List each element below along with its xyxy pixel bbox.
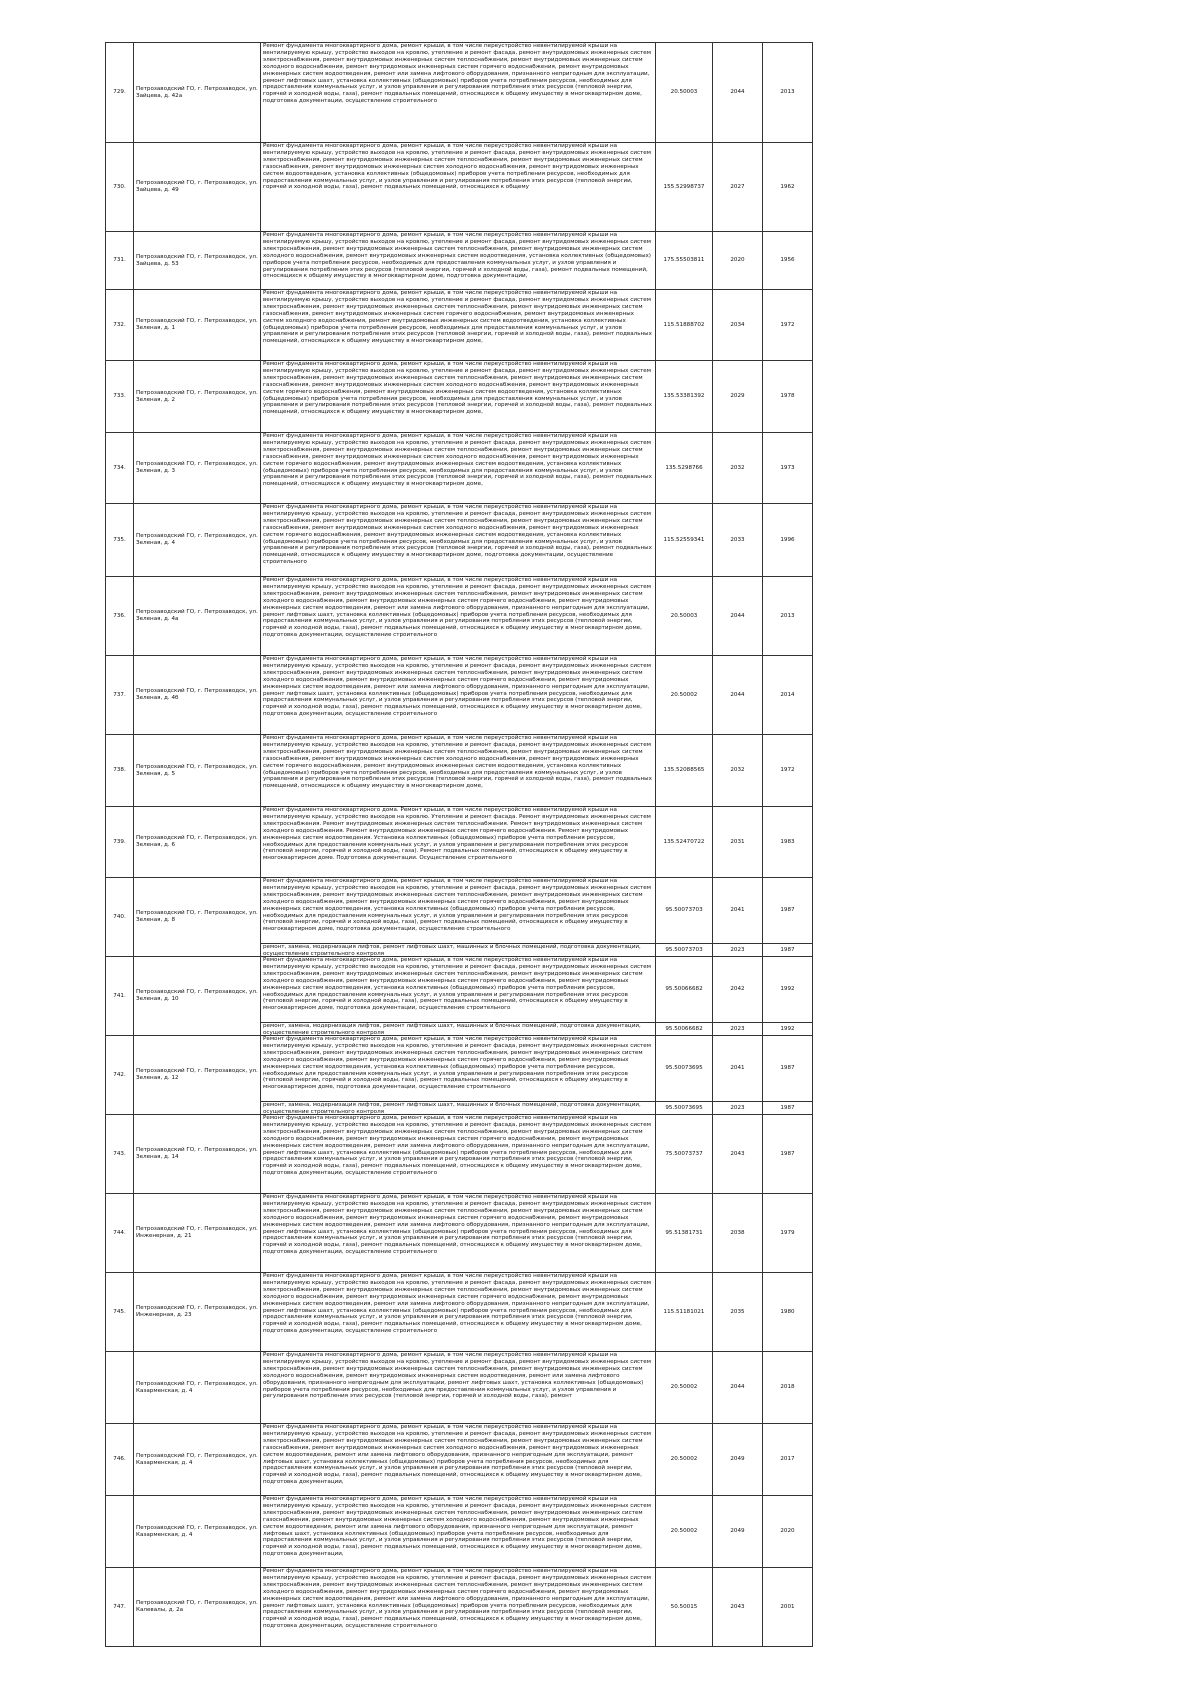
build-year-cell: 1956 — [763, 232, 813, 290]
cost-cell: 115.51888702 — [656, 290, 713, 361]
build-year-cell: 2020 — [763, 1496, 813, 1568]
address-cell: Петрозаводский ГО, г. Петрозаводск, ул. Зеленая, д. 2 — [134, 361, 261, 433]
plan-year-cell: 2032 — [713, 735, 763, 807]
work-description-cell — [261, 807, 656, 878]
table-row — [106, 1115, 813, 1194]
cost-cell: 20.50002 — [656, 1352, 713, 1424]
address-cell: Петрозаводский ГО, г. Петрозаводск, ул. Казарменская, д. 4 — [134, 1352, 261, 1424]
build-year-cell: 1972 — [763, 735, 813, 807]
table-row — [106, 957, 813, 1023]
row-number: 729. — [106, 43, 134, 143]
address-cell: Петрозаводский ГО, г. Петрозаводск, ул. Зеленая, д. 4а — [134, 577, 261, 656]
work-description-cell — [261, 290, 656, 361]
build-year-cell: 2001 — [763, 1568, 813, 1647]
cost-cell: 20.50003 — [656, 577, 713, 656]
work-description-text: ремонт, замена, модернизация лифтов, ремонт лифтовых шахт, машинных и блочных помещений, подготовка документации, осуществление строительного контроля — [263, 1102, 641, 1114]
work-description-text: Ремонт фундамента многоквартирного дома, ремонт крыши, в том числе переустройство невентилируемой крыши на вентилируемую крышу, устройство выходов на кровлю, утепление и ремонт фасада, ремонт внутридомовых инженерных систем электроснабжения, ремонт внутридомовых инженерных систем теплоснабжения, ремонт внутридомовых инженерных систем газоснабжения, ремонт внутридомовых инженерных систем холодного водоснабжения, ремонт внутридомовых инженерных систем горячего водоснабжения, ремонт внутридомовых инженерных систем водоотведения, установка коллективных (общедомовых) приборов учета потребления ресурсов, необходимых для предоставления коммунальных услуг, и узлов управления и регулирования потребления этих ресурсов (тепловой энергии, горячей и холодной воды, газа), ремонт подвальных помещений, относящихся к общему имуществу в многоквартирном доме, подготовка документации, осуществление строительного — [263, 504, 652, 566]
work-description-text: ремонт, замена, модернизация лифтов, ремонт лифтовых шахт, машинных и блочных помещений, подготовка документации, осуществление строительного контроля — [263, 1023, 641, 1035]
row-number: 742. — [106, 1036, 134, 1115]
table-row — [106, 143, 813, 232]
work-description-cell — [261, 43, 656, 143]
plan-year-cell: 2023 — [713, 944, 763, 957]
cost-cell: 95.50073695 — [656, 1036, 713, 1102]
row-number: 745. — [106, 1273, 134, 1352]
plan-year-cell: 2034 — [713, 290, 763, 361]
row-number: 738. — [106, 735, 134, 807]
row-number: 739. — [106, 807, 134, 878]
build-year-cell: 2013 — [763, 43, 813, 143]
cost-cell: 155.52998737 — [656, 143, 713, 232]
work-description-cell — [261, 656, 656, 735]
table-body — [106, 43, 813, 1647]
plan-year-cell: 2027 — [713, 143, 763, 232]
plan-year-cell: 2043 — [713, 1568, 763, 1647]
cost-cell: 50.50015 — [656, 1568, 713, 1647]
work-description-cell — [261, 1424, 656, 1496]
table-row — [106, 807, 813, 878]
table-row — [106, 577, 813, 656]
address-cell: Петрозаводский ГО, г. Петрозаводск, ул. Зеленая, д. 3 — [134, 433, 261, 504]
build-year-cell: 1979 — [763, 1194, 813, 1273]
address-cell: Петрозаводский ГО, г. Петрозаводск, ул. Зайцева, д. 49 — [134, 143, 261, 232]
work-description-cell — [261, 232, 656, 290]
cost-cell: 115.51181021 — [656, 1273, 713, 1352]
address-cell: Петрозаводский ГО, г. Петрозаводск, ул. Зеленая, д. 5 — [134, 735, 261, 807]
work-description-cell — [261, 1194, 656, 1273]
cost-cell: 20.50002 — [656, 656, 713, 735]
row-number: 731. — [106, 232, 134, 290]
build-year-cell: 1962 — [763, 143, 813, 232]
address-cell: Петрозаводский ГО, г. Петрозаводск, ул. Зеленая, д. 10 — [134, 957, 261, 1036]
work-description-cell — [261, 878, 656, 944]
plan-year-cell: 2029 — [713, 361, 763, 433]
table-row — [106, 735, 813, 807]
work-description-cell — [261, 957, 656, 1023]
build-year-cell: 1992 — [763, 1023, 813, 1036]
table-row — [106, 361, 813, 433]
plan-year-cell: 2049 — [713, 1424, 763, 1496]
housing-repair-table — [105, 42, 813, 1647]
table-row — [106, 878, 813, 944]
work-description-cell — [261, 1023, 656, 1036]
plan-year-cell: 2020 — [713, 232, 763, 290]
plan-year-cell: 2044 — [713, 577, 763, 656]
build-year-cell: 1987 — [763, 944, 813, 957]
plan-year-cell: 2035 — [713, 1273, 763, 1352]
build-year-cell: 1983 — [763, 807, 813, 878]
cost-cell: 175.55503811 — [656, 232, 713, 290]
cost-cell: 20.50002 — [656, 1424, 713, 1496]
plan-year-cell: 2038 — [713, 1194, 763, 1273]
work-description-text: Ремонт фундамента многоквартирного дома, ремонт крыши, в том числе переустройство невентилируемой крыши на вентилируемую крышу, устройство выходов на кровлю, утепление и ремонт фасада, ремонт внутридомовых инженерных систем электроснабжения, ремонт внутридомовых инженерных систем теплоснабжения, ремонт внутридомовых инженерных систем холодного водоснабжения, ремонт внутридомовых инженерных систем водоотведения, ремонт или замена лифтового оборудования, признанного непригодным для эксплуатации, ремонт лифтовых шахт, установка коллективных (общедомовых) приборов учета потребления ресурсов, необходимых для предоставления коммунальных услуг, и узлов управления и регулирования потребления этих ресурсов (тепловой энергии, горячей и холодной воды, газа), ремонт — [263, 1352, 651, 1400]
table-row — [106, 1273, 813, 1352]
cost-cell: 95.51381731 — [656, 1194, 713, 1273]
row-number: 735. — [106, 504, 134, 577]
cost-cell: 135.53381392 — [656, 361, 713, 433]
table-row — [106, 232, 813, 290]
table-row — [106, 1496, 813, 1568]
work-description-text: Ремонт фундамента многоквартирного дома, ремонт крыши, в том числе переустройство невентилируемой крыши на вентилируемую крышу, устройство выходов на кровлю, утепление и ремонт фасада, ремонт внутридомовых инженерных систем электроснабжения, ремонт внутридомовых инженерных систем теплоснабжения, ремонт внутридомовых инженерных систем холодного водоснабжения, ремонт внутридомовых инженерных систем горячего водоснабжения, ремонт внутридомовых инженерных систем водоотведения, ремонт или замена лифтового оборудования, признанного непригодным для эксплуатации, ремонт лифтовых шахт, установка коллективных (общедомовых) приборов учета потребления ресурсов, необходимых для предоставления коммунальных услуг, и узлов управления и регулирования потребления этих ресурсов (тепловой энергии, горячей и холодной воды, газа), ремонт подвальных помещений, относящихся к общему имуществу в многоквартирном доме, подготовка документации, осуществление строительного — [263, 1115, 651, 1177]
table-row — [106, 1424, 813, 1496]
work-description-text: Ремонт фундамента многоквартирного дома, ремонт крыши, в том числе переустройство невентилируемой крыши на вентилируемую крышу, устройство выходов на кровлю, утепление и ремонт фасада, ремонт внутридомовых инженерных систем электроснабжения, ремонт внутридомовых инженерных систем теплоснабжения, ремонт внутридомовых инженерных систем холодного водоснабжения, ремонт внутридомовых инженерных систем горячего водоснабжения, ремонт внутридомовых инженерных систем водоотведения, ремонт или замена лифтового оборудования, признанного непригодным для эксплуатации, ремонт лифтовых шахт, установка коллективных (общедомовых) приборов учета потребления ресурсов, необходимых для предоставления коммунальных услуг, и узлов управления и регулирования потребления этих ресурсов (тепловой энергии, горячей и холодной воды, газа), ремонт подвальных помещений, относящихся к общему имуществу в многоквартирном доме, подготовка документации, осуществление строительного — [263, 43, 651, 105]
work-description-text: Ремонт фундамента многоквартирного дома, ремонт крыши, в том числе переустройство невентилируемой крыши на вентилируемую крышу, устройство выходов на кровлю, утепление и ремонт фасада, ремонт внутридомовых инженерных систем электроснабжения, ремонт внутридомовых инженерных систем теплоснабжения, ремонт внутридомовых инженерных систем газоснабжения, ремонт внутридомовых инженерных систем холодного водоснабжения, ремонт внутридомовых инженерных систем водоотведения, ремонт или замена лифтового оборудования, признанного непригодным для эксплуатации, ремонт лифтовых шахт, установка коллективных (общедомовых) приборов учета потребления ресурсов, необходимых для предоставления коммунальных услуг, и узлов управления и регулирования потребления этих ресурсов (тепловой энергии, горячей и холодной воды, газа), ремонт подвальных помещений, относящихся к общему имуществу в многоквартирном доме, подготовка документации, — [263, 1424, 651, 1486]
work-description-cell — [261, 1352, 656, 1424]
row-number: 734. — [106, 433, 134, 504]
plan-year-cell: 2042 — [713, 957, 763, 1023]
work-description-cell — [261, 1102, 656, 1115]
row-number: 736. — [106, 577, 134, 656]
address-cell: Петрозаводский ГО, г. Петрозаводск, ул. Зеленая, д. 1 — [134, 290, 261, 361]
address-cell: Петрозаводский ГО, г. Петрозаводск, ул. Зеленая, д. 6 — [134, 807, 261, 878]
work-description-text: Ремонт фундамента многоквартирного дома, ремонт крыши, в том числе переустройство невентилируемой крыши на вентилируемую крышу, устройство выходов на кровлю, утепление и ремонт фасада, ремонт внутридомовых инженерных систем электроснабжения, ремонт внутридомовых инженерных систем теплоснабжения, ремонт внутридомовых инженерных систем газоснабжения, ремонт внутридомовых инженерных систем холодного водоснабжения, ремонт внутридомовых инженерных систем горячего водоснабжения, ремонт внутридомовых инженерных систем водоотведения, установка коллективных (общедомовых) приборов учета потребления ресурсов, необходимых для предоставления коммунальных услуг, и узлов управления и регулирования потребления этих ресурсов (тепловой энергии, горячей и холодной воды, газа), ремонт подвальных помещений, относящихся к общему имуществу в многоквартирном доме, — [263, 433, 652, 488]
cost-cell: 95.50073703 — [656, 944, 713, 957]
address-cell: Петрозаводский ГО, г. Петрозаводск, ул. Калевалы, д. 2а — [134, 1568, 261, 1647]
plan-year-cell: 2041 — [713, 1036, 763, 1102]
build-year-cell: 1987 — [763, 1102, 813, 1115]
build-year-cell: 2013 — [763, 577, 813, 656]
work-description-cell — [261, 361, 656, 433]
work-description-text: ремонт, замена, модернизация лифтов, ремонт лифтовых шахт, машинных и блочных помещений, подготовка документации, осуществление строительного контроля — [263, 944, 641, 956]
cost-cell: 95.50073703 — [656, 878, 713, 944]
cost-cell: 95.50066682 — [656, 1023, 713, 1036]
work-description-cell — [261, 577, 656, 656]
table-row — [106, 1194, 813, 1273]
table-row — [106, 1352, 813, 1424]
address-cell: Петрозаводский ГО, г. Петрозаводск, ул. Зайцева, д. 53 — [134, 232, 261, 290]
row-number: 730. — [106, 143, 134, 232]
work-description-text: Ремонт фундамента многоквартирного дома, ремонт крыши, в том числе переустройство невентилируемой крыши на вентилируемую крышу, устройство выходов на кровлю, утепление и ремонт фасада, ремонт внутридомовых инженерных систем электроснабжения, ремонт внутридомовых инженерных систем теплоснабжения, ремонт внутридомовых инженерных систем газоснабжения, ремонт внутридомовых инженерных систем горячего водоснабжения, ремонт внутридомовых инженерных систем холодного водоснабжения, ремонт внутридомовых инженерных систем водоотведения, установка коллективных (общедомовых) приборов учета потребления ресурсов, необходимых для предоставления коммунальных услуг, и узлов управления и регулирования потребления этих ресурсов (тепловой энергии, горячей и холодной воды, газа), ремонт подвальных помещений, относящихся к общему имуществу в многоквартирном доме, — [263, 290, 652, 345]
work-description-text: Ремонт фундамента многоквартирного дома, ремонт крыши, в том числе переустройство невентилируемой крыши на вентилируемую крышу, устройство выходов на кровлю, утепление и ремонт фасада, ремонт внутридомовых инженерных систем электроснабжения, ремонт внутридомовых инженерных систем теплоснабжения, ремонт внутридомовых инженерных систем холодного водоснабжения, ремонт внутридомовых инженерных систем горячего водоснабжения, ремонт внутридомовых инженерных систем водоотведения, установка коллективных (общедомовых) приборов учета потребления ресурсов, необходимых для предоставления коммунальных услуг, и узлов управления и регулирования потребления этих ресурсов (тепловой энергии, горячей и холодной воды, газа), ремонт подвальных помещений, относящихся к общему имуществу в многоквартирном доме, подготовка документации, осуществление строительного — [263, 957, 651, 1012]
plan-year-cell: 2043 — [713, 1115, 763, 1194]
plan-year-cell: 2044 — [713, 43, 763, 143]
address-cell: Петрозаводский ГО, г. Петрозаводск, ул. Зеленая, д. 14 — [134, 1115, 261, 1194]
table-row — [106, 433, 813, 504]
work-description-text: Ремонт фундамента многоквартирного дома, ремонт крыши, в том числе переустройство невентилируемой крыши на вентилируемую крышу, устройство выходов на кровлю, утепление и ремонт фасада, ремонт внутридомовых инженерных систем электроснабжения, ремонт внутридомовых инженерных систем теплоснабжения, ремонт внутридомовых инженерных систем холодного водоснабжения, ремонт внутридомовых инженерных систем водоотведения, установка коллективных (общедомовых) приборов учета потребления ресурсов, необходимых для предоставления коммунальных услуг, и узлов управления и регулирования потребления этих ресурсов (тепловой энергии, горячей и холодной воды, газа), ремонт подвальных помещений, относящихся к общему имуществу в многоквартирном доме, подготовка документации, — [263, 232, 651, 280]
cost-cell: 95.50066682 — [656, 957, 713, 1023]
row-number — [106, 1496, 134, 1568]
address-cell: Петрозаводский ГО, г. Петрозаводск, ул. Казарменская, д. 4 — [134, 1496, 261, 1568]
work-description-cell — [261, 1273, 656, 1352]
work-description-text: Ремонт фундамента многоквартирного дома. Ремонт крыши, в том числе переустройство невентилируемой крыши на вентилируемую крышу, устройство выходов на кровлю. Утепление и ремонт фасада. Ремонт внутридомовых инженерных систем электроснабжения. Ремонт внутридомовых инженерных систем теплоснабжения. Ремонт внутридомовых инженерных систем холодного водоснабжения. Ремонт внутридомовых инженерных систем горячего водоснабжения. Ремонт внутридомовых инженерных систем водоотведения. Установка коллективных (общедомовых) приборов учета потребления ресурсов, необходимых для предоставления коммунальных услуг, и узлов управления и регулирования потребления этих ресурсов (тепловой энергии, горячей и холодной воды, газа). Ремонт подвальных помещений, относящихся к общему имуществу в многоквартирном доме. Подготовка документации. Осуществление строительного — [263, 807, 651, 862]
work-description-text: Ремонт фундамента многоквартирного дома, ремонт крыши, в том числе переустройство невентилируемой крыши на вентилируемую крышу, устройство выходов на кровлю, утепление и ремонт фасада, ремонт внутридомовых инженерных систем электроснабжения, ремонт внутридомовых инженерных систем теплоснабжения, ремонт внутридомовых инженерных систем газоснабжения, ремонт внутридомовых инженерных систем холодного водоснабжения, ремонт внутридомовых инженерных систем водоотведения, установка коллективных (общедомовых) приборов учета потребления ресурсов, необходимых для предоставления коммунальных услуг, и узлов управления и регулирования потребления этих ресурсов (тепловой энергии, горячей и холодной воды, газа), ремонт подвальных помещений, относящихся к общему — [263, 143, 651, 191]
address-cell: Петрозаводский ГО, г. Петрозаводск, ул. Зеленая, д. 8 — [134, 878, 261, 957]
cost-cell: 135.5298766 — [656, 433, 713, 504]
row-number: 737. — [106, 656, 134, 735]
build-year-cell: 1987 — [763, 878, 813, 944]
work-description-cell — [261, 1036, 656, 1102]
work-description-text: Ремонт фундамента многоквартирного дома, ремонт крыши, в том числе переустройство невентилируемой крыши на вентилируемую крышу, устройство выходов на кровлю, утепление и ремонт фасада, ремонт внутридомовых инженерных систем электроснабжения, ремонт внутридомовых инженерных систем теплоснабжения, ремонт внутридомовых инженерных систем холодного водоснабжения, ремонт внутридомовых инженерных систем горячего водоснабжения, ремонт внутридомовых инженерных систем водоотведения, ремонт или замена лифтового оборудования, признанного непригодным для эксплуатации, ремонт лифтовых шахт, установка коллективных (общедомовых) приборов учета потребления ресурсов, необходимых для предоставления коммунальных услуг, и узлов управления и регулирования потребления этих ресурсов (тепловой энергии, горячей и холодной воды, газа), ремонт подвальных помещений, относящихся к общему имуществу в многоквартирном доме, подготовка документации, осуществление строительного — [263, 577, 651, 639]
address-cell: Петрозаводский ГО, г. Петрозаводск, ул. Зеленая, д. 4 — [134, 504, 261, 577]
cost-cell: 135.52470722 — [656, 807, 713, 878]
cost-cell: 20.50003 — [656, 43, 713, 143]
table-row — [106, 43, 813, 143]
plan-year-cell: 2033 — [713, 504, 763, 577]
row-number: 733. — [106, 361, 134, 433]
build-year-cell: 2017 — [763, 1424, 813, 1496]
cost-cell: 75.50073737 — [656, 1115, 713, 1194]
build-year-cell: 1996 — [763, 504, 813, 577]
work-description-cell — [261, 504, 656, 577]
row-number: 741. — [106, 957, 134, 1036]
build-year-cell: 1972 — [763, 290, 813, 361]
work-description-cell — [261, 433, 656, 504]
plan-year-cell: 2044 — [713, 1352, 763, 1424]
row-number: 747. — [106, 1568, 134, 1647]
table-row — [106, 290, 813, 361]
work-description-cell — [261, 944, 656, 957]
work-description-text: Ремонт фундамента многоквартирного дома, ремонт крыши, в том числе переустройство невентилируемой крыши на вентилируемую крышу, устройство выходов на кровлю, утепление и ремонт фасада, ремонт внутридомовых инженерных систем электроснабжения, ремонт внутридомовых инженерных систем теплоснабжения, ремонт внутридомовых инженерных систем газоснабжения, ремонт внутридомовых инженерных систем холодного водоснабжения, ремонт внутридомовых инженерных систем горячего водоснабжения, ремонт внутридомовых инженерных систем водоотведения, установка коллективных (общедомовых) приборов учета потребления ресурсов, необходимых для предоставления коммунальных услуг, и узлов управления и регулирования потребления этих ресурсов (тепловой энергии, горячей и холодной воды, газа), ремонт подвальных помещений, относящихся к общему имуществу в многоквартирном доме, — [263, 361, 652, 416]
cost-cell: 20.50002 — [656, 1496, 713, 1568]
work-description-text: Ремонт фундамента многоквартирного дома, ремонт крыши, в том числе переустройство невентилируемой крыши на вентилируемую крышу, устройство выходов на кровлю, утепление и ремонт фасада, ремонт внутридомовых инженерных систем электроснабжения, ремонт внутридомовых инженерных систем теплоснабжения, ремонт внутридомовых инженерных систем газоснабжения, ремонт внутридомовых инженерных систем холодного водоснабжения, ремонт внутридомовых инженерных систем горячего водоснабжения, ремонт внутридомовых инженерных систем водоотведения, установка коллективных (общедомовых) приборов учета потребления ресурсов, необходимых для предоставления коммунальных услуг, и узлов управления и регулирования потребления этих ресурсов (тепловой энергии, горячей и холодной воды, газа), ремонт подвальных помещений, относящихся к общему имуществу в многоквартирном доме, — [263, 735, 652, 790]
work-description-cell — [261, 735, 656, 807]
build-year-cell: 1978 — [763, 361, 813, 433]
build-year-cell: 1980 — [763, 1273, 813, 1352]
build-year-cell: 1987 — [763, 1115, 813, 1194]
work-description-text: Ремонт фундамента многоквартирного дома, ремонт крыши, в том числе переустройство невентилируемой крыши на вентилируемую крышу, устройство выходов на кровлю, утепление и ремонт фасада, ремонт внутридомовых инженерных систем электроснабжения, ремонт внутридомовых инженерных систем теплоснабжения, ремонт внутридомовых инженерных систем холодного водоснабжения, ремонт внутридомовых инженерных систем горячего водоснабжения, ремонт внутридомовых инженерных систем водоотведения, ремонт или замена лифтового оборудования, признанного непригодным для эксплуатации, ремонт лифтовых шахт, установка коллективных (общедомовых) приборов учета потребления ресурсов, необходимых для предоставления коммунальных услуг, и узлов управления и регулирования потребления этих ресурсов (тепловой энергии, горячей и холодной воды, газа), ремонт подвальных помещений, относящихся к общему имуществу в многоквартирном доме, подготовка документации, осуществление строительного — [263, 1273, 651, 1335]
address-cell: Петрозаводский ГО, г. Петрозаводск, ул. Казарменская, д. 4 — [134, 1424, 261, 1496]
plan-year-cell: 2032 — [713, 433, 763, 504]
plan-year-cell: 2023 — [713, 1023, 763, 1036]
cost-cell: 95.50073695 — [656, 1102, 713, 1115]
plan-year-cell: 2044 — [713, 656, 763, 735]
row-number: 740. — [106, 878, 134, 957]
address-cell: Петрозаводский ГО, г. Петрозаводск, ул. Зеленая, д. 4б — [134, 656, 261, 735]
work-description-cell — [261, 1115, 656, 1194]
table-row — [106, 1036, 813, 1102]
work-description-text: Ремонт фундамента многоквартирного дома, ремонт крыши, в том числе переустройство невентилируемой крыши на вентилируемую крышу, устройство выходов на кровлю, утепление и ремонт фасада, ремонт внутридомовых инженерных систем электроснабжения, ремонт внутридомовых инженерных систем теплоснабжения, ремонт внутридомовых инженерных систем холодного водоснабжения, ремонт внутридомовых инженерных систем горячего водоснабжения, ремонт внутридомовых инженерных систем водоотведения, ремонт или замена лифтового оборудования, признанного непригодным для эксплуатации, ремонт лифтовых шахт, установка коллективных (общедомовых) приборов учета потребления ресурсов, необходимых для предоставления коммунальных услуг, и узлов управления и регулирования потребления этих ресурсов (тепловой энергии, горячей и холодной воды, газа), ремонт подвальных помещений, относящихся к общему имуществу в многоквартирном доме, подготовка документации, осуществление строительного — [263, 656, 651, 718]
build-year-cell: 1973 — [763, 433, 813, 504]
cost-cell: 115.52559341 — [656, 504, 713, 577]
build-year-cell: 2018 — [763, 1352, 813, 1424]
address-cell: Петрозаводский ГО, г. Петрозаводск, ул. Зайцева, д. 42а — [134, 43, 261, 143]
plan-year-cell: 2049 — [713, 1496, 763, 1568]
table-row — [106, 656, 813, 735]
work-description-cell — [261, 1568, 656, 1647]
build-year-cell: 1992 — [763, 957, 813, 1023]
build-year-cell: 1987 — [763, 1036, 813, 1102]
table-row — [106, 1568, 813, 1647]
table-row — [106, 504, 813, 577]
build-year-cell: 2014 — [763, 656, 813, 735]
work-description-text: Ремонт фундамента многоквартирного дома, ремонт крыши, в том числе переустройство невентилируемой крыши на вентилируемую крышу, устройство выходов на кровлю, утепление и ремонт фасада, ремонт внутридомовых инженерных систем электроснабжения, ремонт внутридомовых инженерных систем теплоснабжения, ремонт внутридомовых инженерных систем холодного водоснабжения, ремонт внутридомовых инженерных систем горячего водоснабжения, ремонт внутридомовых инженерных систем водоотведения, установка коллективных (общедомовых) приборов учета потребления ресурсов, необходимых для предоставления коммунальных услуг, и узлов управления и регулирования потребления этих ресурсов (тепловой энергии, горячей и холодной воды, газа), ремонт подвальных помещений, относящихся к общему имуществу в многоквартирном доме, подготовка документации, осуществление строительного — [263, 878, 651, 933]
address-cell: Петрозаводский ГО, г. Петрозаводск, ул. Инженерная, д. 21 — [134, 1194, 261, 1273]
cost-cell: 135.52088565 — [656, 735, 713, 807]
row-number: 744. — [106, 1194, 134, 1273]
work-description-cell — [261, 143, 656, 232]
plan-year-cell: 2023 — [713, 1102, 763, 1115]
row-number: 732. — [106, 290, 134, 361]
work-description-text: Ремонт фундамента многоквартирного дома, ремонт крыши, в том числе переустройство невентилируемой крыши на вентилируемую крышу, устройство выходов на кровлю, утепление и ремонт фасада, ремонт внутридомовых инженерных систем электроснабжения, ремонт внутридомовых инженерных систем теплоснабжения, ремонт внутридомовых инженерных систем холодного водоснабжения, ремонт внутридомовых инженерных систем горячего водоснабжения, ремонт внутридомовых инженерных систем водоотведения, установка коллективных (общедомовых) приборов учета потребления ресурсов, необходимых для предоставления коммунальных услуг, и узлов управления и регулирования потребления этих ресурсов (тепловой энергии, горячей и холодной воды, газа), ремонт подвальных помещений, относящихся к общему имуществу в многоквартирном доме, подготовка документации, осуществление строительного — [263, 1036, 651, 1091]
work-description-cell — [261, 1496, 656, 1568]
row-number: 743. — [106, 1115, 134, 1194]
address-cell: Петрозаводский ГО, г. Петрозаводск, ул. Зеленая, д. 12 — [134, 1036, 261, 1115]
address-cell: Петрозаводский ГО, г. Петрозаводск, ул. Инженерная, д. 23 — [134, 1273, 261, 1352]
row-number: 746. — [106, 1424, 134, 1496]
work-description-text: Ремонт фундамента многоквартирного дома, ремонт крыши, в том числе переустройство невентилируемой крыши на вентилируемую крышу, устройство выходов на кровлю, утепление и ремонт фасада, ремонт внутридомовых инженерных систем электроснабжения, ремонт внутридомовых инженерных систем теплоснабжения, ремонт внутридомовых инженерных систем холодного водоснабжения, ремонт внутридомовых инженерных систем горячего водоснабжения, ремонт внутридомовых инженерных систем водоотведения, ремонт или замена лифтового оборудования, признанного непригодным для эксплуатации, ремонт лифтовых шахт, установка коллективных (общедомовых) приборов учета потребления ресурсов, необходимых для предоставления коммунальных услуг, и узлов управления и регулирования потребления этих ресурсов (тепловой энергии, горячей и холодной воды, газа), ремонт подвальных помещений, относящихся к общему имуществу в многоквартирном доме, подготовка документации, осуществление строительного — [263, 1568, 651, 1630]
row-number — [106, 1352, 134, 1424]
plan-year-cell: 2041 — [713, 878, 763, 944]
work-description-text: Ремонт фундамента многоквартирного дома, ремонт крыши, в том числе переустройство невентилируемой крыши на вентилируемую крышу, устройство выходов на кровлю, утепление и ремонт фасада, ремонт внутридомовых инженерных систем электроснабжения, ремонт внутридомовых инженерных систем теплоснабжения, ремонт внутридомовых инженерных систем газоснабжения, ремонт внутридомовых инженерных систем холодного водоснабжения, ремонт внутридомовых инженерных систем водоотведения, ремонт или замена лифтового оборудования, признанного непригодным для эксплуатации, ремонт лифтовых шахт, установка коллективных (общедомовых) приборов учета потребления ресурсов, необходимых для предоставления коммунальных услуг, и узлов управления и регулирования потребления этих ресурсов (тепловой энергии, горячей и холодной воды, газа), ремонт подвальных помещений, относящихся к общему имуществу в многоквартирном доме, подготовка документации, — [263, 1496, 651, 1558]
work-description-text: Ремонт фундамента многоквартирного дома, ремонт крыши, в том числе переустройство невентилируемой крыши на вентилируемую крышу, устройство выходов на кровлю, утепление и ремонт фасада, ремонт внутридомовых инженерных систем электроснабжения, ремонт внутридомовых инженерных систем теплоснабжения, ремонт внутридомовых инженерных систем холодного водоснабжения, ремонт внутридомовых инженерных систем горячего водоснабжения, ремонт внутридомовых инженерных систем водоотведения, ремонт или замена лифтового оборудования, признанного непригодным для эксплуатации, ремонт лифтовых шахт, установка коллективных (общедомовых) приборов учета потребления ресурсов, необходимых для предоставления коммунальных услуг, и узлов управления и регулирования потребления этих ресурсов (тепловой энергии, горячей и холодной воды, газа), ремонт подвальных помещений, относящихся к общему имуществу в многоквартирном доме, подготовка документации, осуществление строительного — [263, 1194, 651, 1256]
plan-year-cell: 2031 — [713, 807, 763, 878]
